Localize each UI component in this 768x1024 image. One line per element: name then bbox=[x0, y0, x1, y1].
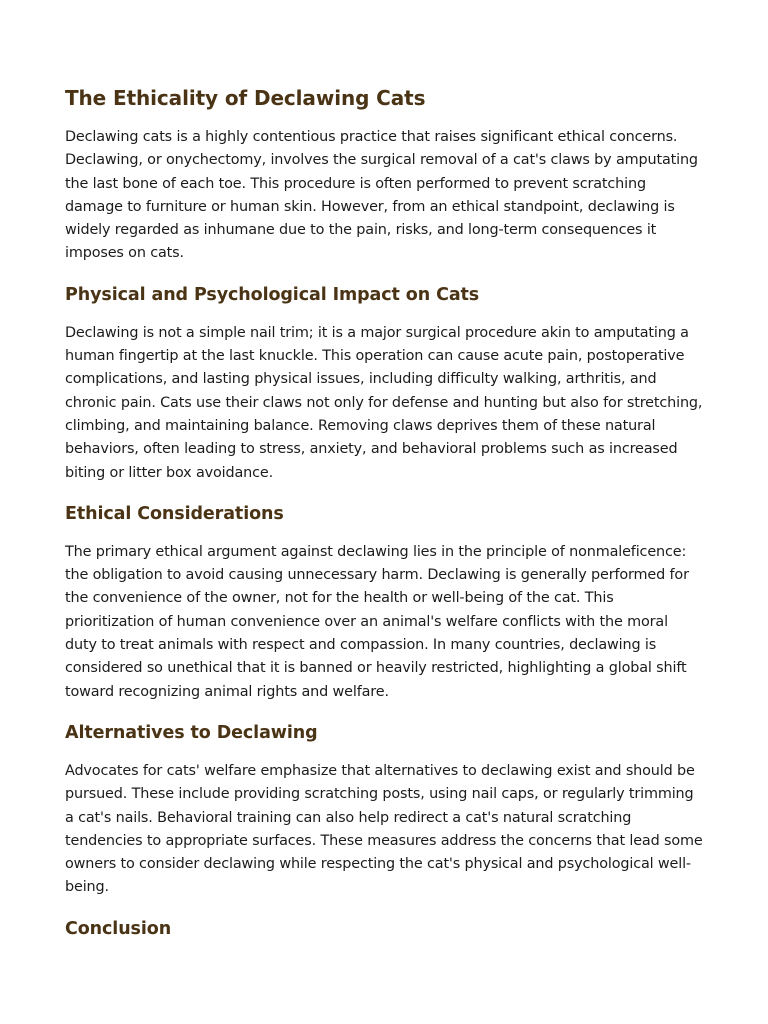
intro-paragraph: Declawing cats is a highly contentious practice that raises significant ethical concerns. Declawing, or onychectomy, involves the surgical removal of a cat's claws by amputating the last bone of each toe. This procedure is often performed to prevent scratching damage to furniture or human skin. However, from an ethical standpoint, declawing is widely regarded as inhumane due to the pain, risks, and long-term consequences it imposes on cats. bbox=[65, 129, 698, 262]
section-heading-ethical-considerations: Ethical Considerations bbox=[65, 503, 284, 524]
page-title: The Ethicality of Declawing Cats bbox=[65, 86, 426, 110]
section-heading-physical-impact: Physical and Psychological Impact on Cats bbox=[65, 284, 480, 305]
section-heading-alternatives: Alternatives to Declawing bbox=[65, 722, 318, 743]
section-body-physical-impact: Declawing is not a simple nail trim; it is a major surgical procedure akin to amputating a human fingertip at the last knuckle. This operation can cause acute pain, postoperative complications, and lasting physical issues, including difficulty walking, arthritis, and chronic pain. Cats use their claws not only for defense and hunting but also for stretching, climbing, and maintaining balance. Removing claws deprives them of these natural behaviors, often leading to stress, anxiety, and behavioral problems such as increased biting or litter box avoidance. bbox=[65, 324, 703, 481]
section-body-ethical-considerations: The primary ethical argument against declawing lies in the principle of nonmaleficence: the obligation to avoid causing unnecessary harm. Declawing is generally performed for the convenience of the owner, not for the health or well-being of the cat. This prioritization of human convenience over an animal's welfare conflicts with the moral duty to treat animals with respect and compassion. In many countries, declawing is considered so unethical that it is banned or heavily restricted, highlighting a global shift toward recognizing animal rights and welfare. bbox=[65, 543, 689, 700]
section-body-alternatives: Advocates for cats' welfare emphasize that alternatives to declawing exist and should be pursued. These include providing scratching posts, using nail caps, or regularly trimming a cat's nails. Behavioral training can also help redirect a cat's natural scratching tendencies to appropriate surfaces. These measures address the concerns that lead some owners to consider declawing while respecting the cat's physical and psychological well-being. bbox=[65, 762, 703, 896]
section-heading-conclusion: Conclusion bbox=[65, 918, 172, 939]
